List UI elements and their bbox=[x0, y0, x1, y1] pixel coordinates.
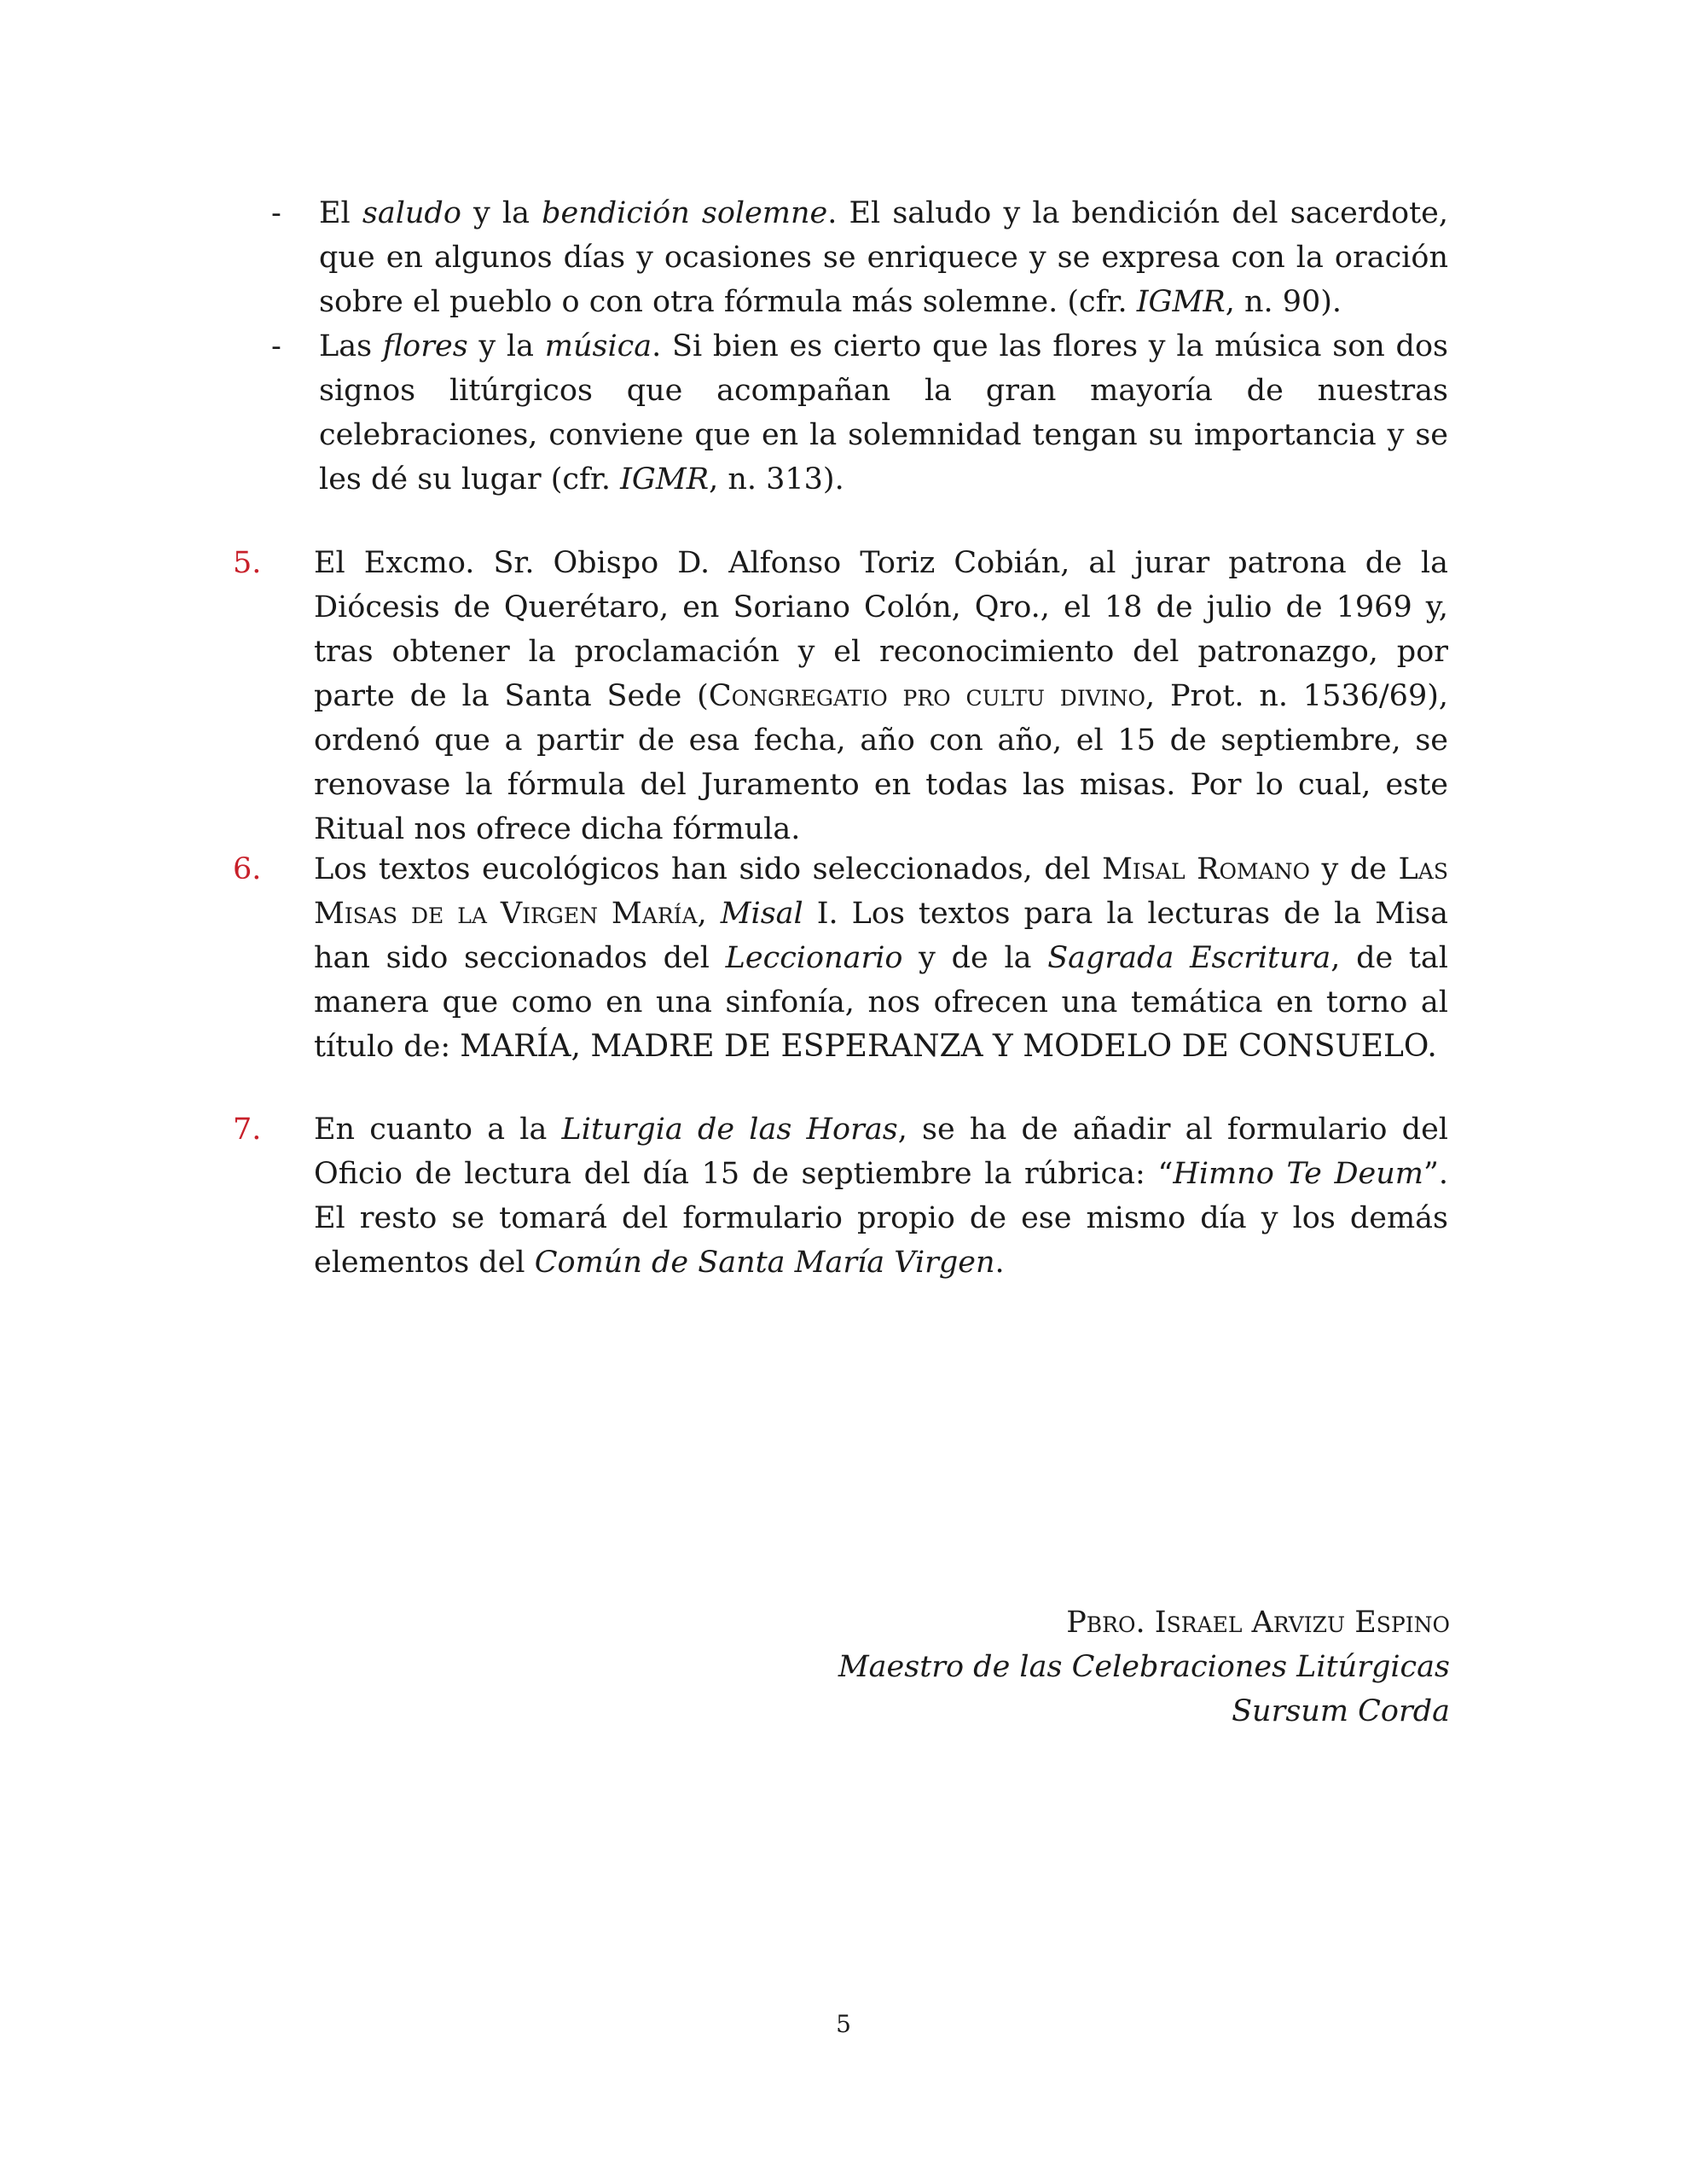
item-number: 5. bbox=[233, 546, 262, 580]
signature-org: Sursum Corda bbox=[1232, 1694, 1450, 1728]
numbered-item-7 bbox=[233, 1107, 1448, 1285]
bullet-dash: - bbox=[271, 329, 281, 363]
paragraph: 5. El Excmo. Sr. Obispo D. Alfonso Toriz Cobián, al jurar patrona de la Diócesis de Querétaro, en Soriano Colón, Qro., el 18 de julio de 1969 y, tras obtener la proclamación y el reconocimiento del patronazgo, por parte de la Santa Sede (Congregatio pro cultu divino, Prot. n. 1536/69), ordenó que a partir de esa fecha, año con año, el 15 de septiembre, se renovase la fórmula del Juramento en todas las misas. Por lo cual, este Ritual nos ofrece dicha fórmula. bbox=[271, 541, 1448, 851]
signature-block bbox=[838, 1600, 1450, 1734]
bullet-list bbox=[271, 191, 1448, 502]
paragraph: 7. En cuanto a la Liturgia de las Horas, se ha de añadir al formulario del Oficio de lectura del día 15 de septiembre la rúbrica: “Himno Te Deum”. El resto se tomará del formulario propio de ese mismo día y los demás elementos del Común de Santa María Virgen. bbox=[271, 1107, 1448, 1285]
numbered-item-5 bbox=[233, 541, 1448, 851]
signature-role: Maestro de las Celebraciones Litúrgicas bbox=[838, 1650, 1450, 1684]
numbered-item-6 bbox=[233, 847, 1448, 1069]
item-number: 7. bbox=[233, 1112, 262, 1147]
bullet-item-flores: - Las flores y la música. Si bien es cierto que las flores y la música son dos signos litúrgicos que acompañan la gran mayoría de nuestras celebraciones, conviene que en la solemnidad tengan su importancia y se les dé su lugar (cfr. IGMR, n. 313). bbox=[271, 324, 1448, 502]
paragraph: 6. Los textos eucológicos han sido seleccionados, del Misal Romano y de Las Misas de la Virgen María, Misal I. Los textos para la lecturas de la Misa han sido seccionados del Leccionario y de la Sagrada Escritura, de tal manera que como en una sinfonía, nos ofrecen una temática en torno al título de: MARÍA, MADRE DE ESPERANZA Y MODELO DE CONSUELO. bbox=[271, 847, 1448, 1069]
signature-name: Pbro. Israel Arvizu Espino bbox=[1066, 1606, 1450, 1640]
bullet-dash: - bbox=[271, 196, 281, 230]
title-caps: MARÍA, MADRE DE ESPERANZA Y MODELO DE CONSUELO. bbox=[460, 1029, 1437, 1064]
item-number: 6. bbox=[233, 852, 262, 886]
bullet-item-saludo: - El saludo y la bendición solemne. El saludo y la bendición del sacerdote, que en algunos días y ocasiones se enriquece y se expresa con la oración sobre el pueblo o con otra fórmula más solemne. (cfr. IGMR, n. 90). bbox=[271, 191, 1448, 324]
page-number: 5 bbox=[836, 2010, 851, 2038]
